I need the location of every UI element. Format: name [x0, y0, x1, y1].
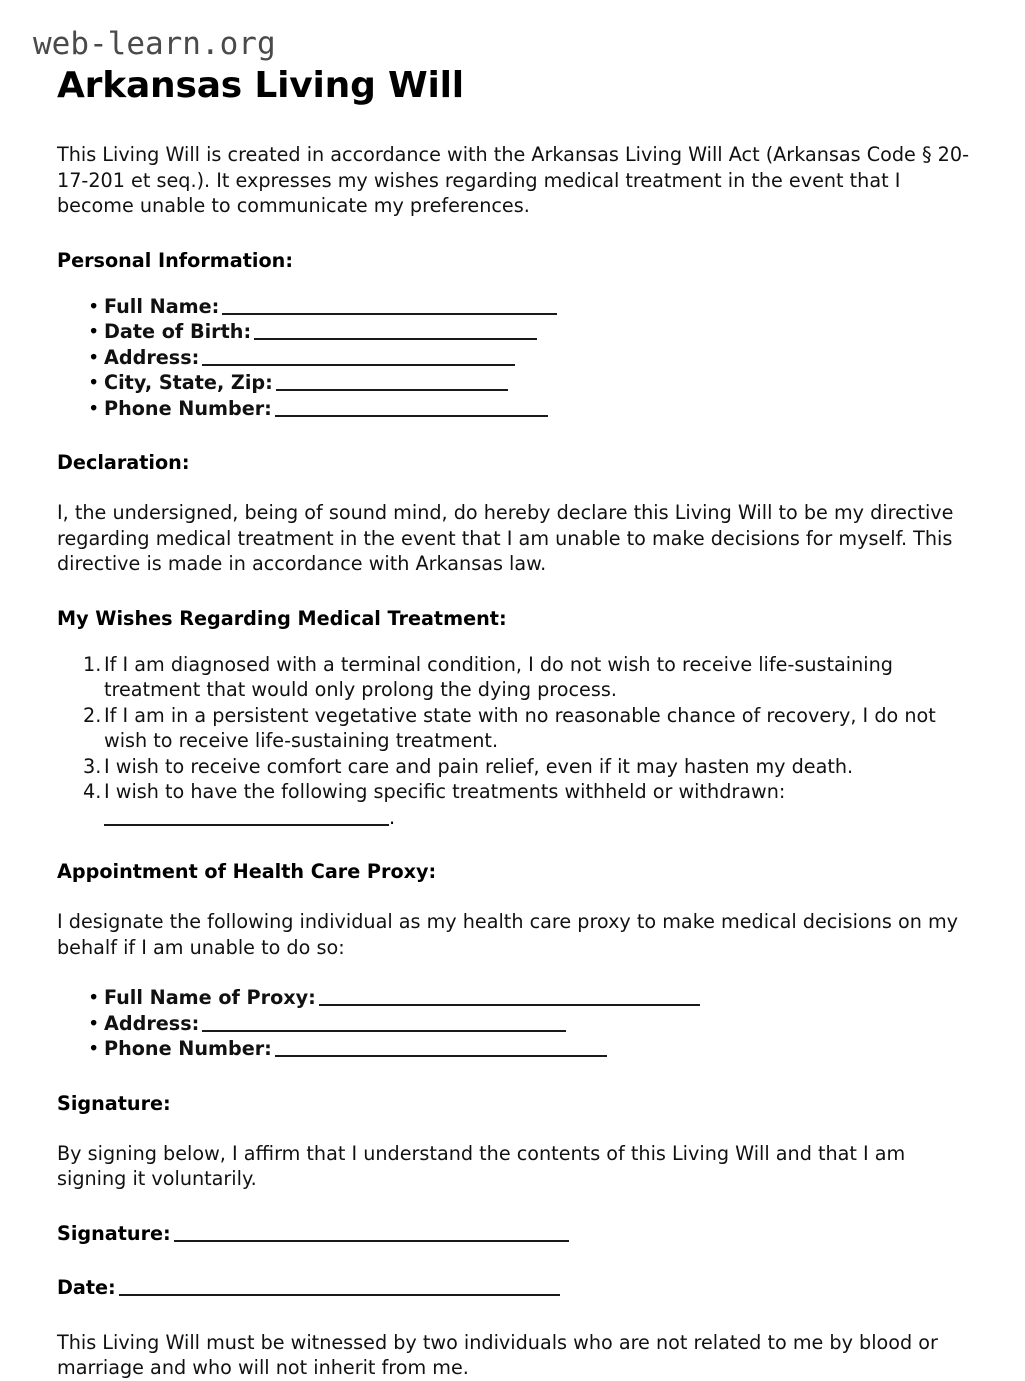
proxy-paragraph: I designate the following individual as my health care proxy to make medical decisions on my behalf if I am unable to do so: [57, 910, 958, 959]
blank-line-date[interactable] [119, 1276, 560, 1296]
list-item [57, 370, 969, 396]
list-item [57, 294, 969, 320]
list-item [57, 345, 969, 371]
blank-line-address[interactable] [202, 345, 515, 365]
field-label-proxy-full-name: Full Name of Proxy: [104, 986, 316, 1009]
list-item: If I am diagnosed with a terminal condition, I do not wish to receive life-sustaining treatment that would only prolong the dying process. [104, 652, 893, 701]
blank-line-specific-treatments[interactable] [104, 805, 389, 825]
field-label-signature: Signature: [57, 1221, 171, 1245]
field-label-proxy-address: Address: [104, 1011, 200, 1035]
intro-paragraph: This Living Will is created in accordance with the Arkansas Living Will Act (Arkansas Code § 20-17-201 et seq.). It expresses my wishes regarding medical treatment in the event that I become unable to communicate my preferences. [57, 143, 969, 217]
list-item: I wish to have the following specific treatments withheld or withdrawn: [104, 780, 786, 803]
date-field-row [57, 1275, 969, 1301]
declaration-paragraph: I, the undersigned, being of sound mind, do hereby declare this Living Will to be my directive regarding medical treatment in the event that I am unable to make decisions for myself. This directive is made in accordance with Arkansas law. [57, 501, 954, 575]
signature-field-row [57, 1221, 969, 1247]
wishes-item4-period: . [389, 805, 396, 829]
list-item [57, 1011, 969, 1037]
list-item [57, 1036, 969, 1062]
wishes-item4-blank-row [57, 805, 969, 831]
signature-paragraph: By signing below, I affirm that I understand the contents of this Living Will and that I am signing it voluntarily. [57, 1141, 906, 1190]
blank-line-proxy-phone-number[interactable] [275, 1037, 607, 1057]
list-item [57, 396, 969, 422]
field-label-proxy-phone-number: Phone Number: [104, 1037, 272, 1060]
wishes-list [57, 652, 969, 805]
field-label-city-state-zip: City, State, Zip: [104, 371, 273, 394]
blank-line-date-of-birth[interactable] [254, 320, 537, 340]
field-label-date: Date: [57, 1276, 116, 1299]
section-heading-declaration: Declaration: [57, 451, 190, 474]
blank-line-city-state-zip[interactable] [276, 371, 508, 391]
list-item: If I am in a persistent vegetative state with no reasonable chance of recovery, I do not wish to receive life-sustaining treatment. [104, 703, 936, 752]
site-name: web-learn.org [33, 26, 276, 62]
personal-information-list [57, 294, 969, 422]
proxy-fields-list [57, 985, 969, 1062]
field-label-phone-number: Phone Number: [104, 396, 272, 420]
blank-line-signature[interactable] [174, 1221, 569, 1241]
list-item: I wish to receive comfort care and pain relief, even if it may hasten my death. [104, 754, 854, 778]
blank-line-phone-number[interactable] [275, 396, 548, 416]
witness-paragraph: This Living Will must be witnessed by two individuals who are not related to me by blood or marriage and who will not inherit from me. [57, 1330, 938, 1379]
blank-line-proxy-address[interactable] [202, 1011, 566, 1031]
section-heading-personal-information: Personal Information: [57, 248, 294, 272]
field-label-full-name: Full Name: [104, 294, 220, 318]
section-heading-signature: Signature: [57, 1091, 171, 1115]
list-item [57, 985, 969, 1011]
list-item [57, 319, 969, 345]
field-label-address: Address: [104, 345, 200, 369]
section-heading-proxy: Appointment of Health Care Proxy: [57, 860, 437, 883]
document-content [33, 26, 969, 1381]
blank-line-proxy-full-name[interactable] [319, 986, 700, 1006]
blank-line-full-name[interactable] [222, 294, 557, 314]
section-heading-my-wishes: My Wishes Regarding Medical Treatment: [57, 606, 507, 630]
page-title: Arkansas Living Will [57, 65, 464, 106]
field-label-date-of-birth: Date of Birth: [104, 320, 252, 343]
